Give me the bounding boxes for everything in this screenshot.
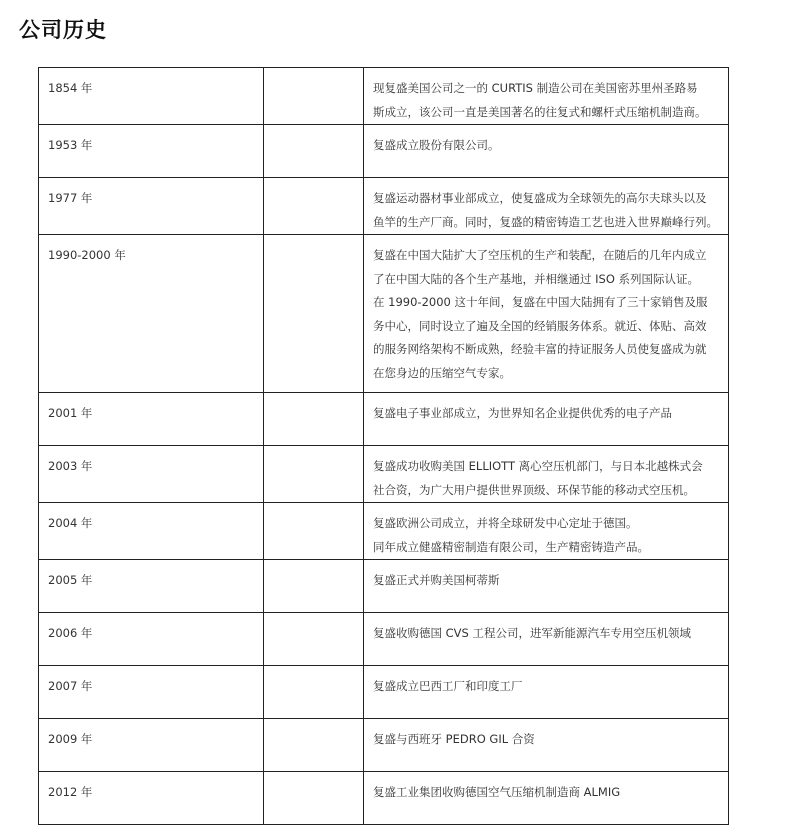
event-text-line: 复盛电子事业部成立，为世界知名企业提供优秀的电子产品	[373, 406, 672, 420]
year-cell: 2007 年	[39, 666, 264, 719]
year-cell: 2005 年	[39, 560, 264, 613]
table-row	[39, 235, 729, 393]
table-row	[39, 68, 729, 125]
year-cell: 2009 年	[39, 719, 264, 772]
event-text-line: 复盛收购德国 CVS 工程公司，进军新能源汽车专用空压机领域	[373, 626, 692, 640]
event-text-line: 复盛成功收购美国 ELLIOTT 离心空压机部门，与日本北越株式会	[373, 459, 703, 473]
event-text-line: 复盛在中国大陆扩大了空压机的生产和装配，在随后的几年内成立	[373, 248, 707, 262]
event-text-line: 鱼竿的生产厂商。同时，复盛的精密铸造工艺也进入世界巅峰行列。	[373, 214, 718, 229]
event-cell	[364, 666, 729, 719]
table-row	[39, 666, 729, 719]
event-cell	[364, 772, 729, 825]
event-text-line: 在您身边的压缩空气专家。	[373, 365, 511, 380]
event-text-line: 复盛欧洲公司成立，并将全球研发中心定址于德国。	[373, 516, 638, 530]
event-text-line: 社合资，为广大用户提供世界顶级、环保节能的移动式空压机。	[373, 482, 695, 497]
event-text-line: 复盛成立巴西工厂和印度工厂	[373, 679, 523, 693]
event-cell	[364, 235, 729, 393]
empty-cell	[264, 503, 364, 560]
table-row	[39, 719, 729, 772]
event-cell	[364, 68, 729, 125]
empty-cell	[264, 772, 364, 825]
empty-cell	[264, 613, 364, 666]
event-cell	[364, 178, 729, 235]
event-text-line: 务中心，同时设立了遍及全国的经销服务体系。就近、体贴、高效	[373, 318, 707, 333]
page-title: 公司历史	[19, 18, 107, 42]
event-cell	[364, 613, 729, 666]
event-cell	[364, 446, 729, 503]
history-table	[38, 67, 729, 825]
year-cell: 2006 年	[39, 613, 264, 666]
year-cell: 2003 年	[39, 446, 264, 503]
table-row	[39, 178, 729, 235]
event-cell	[364, 560, 729, 613]
table-row	[39, 560, 729, 613]
table-row	[39, 446, 729, 503]
event-text-line: 复盛运动器材事业部成立，使复盛成为全球领先的高尔夫球头以及	[373, 191, 707, 205]
year-cell: 2004 年	[39, 503, 264, 560]
event-text-line: 复盛与西班牙 PEDRO GIL 合资	[373, 732, 535, 746]
table-row	[39, 503, 729, 560]
event-text-line: 复盛工业集团收购德国空气压缩机制造商 ALMIG	[373, 785, 621, 799]
event-text-line: 现复盛美国公司之一的 CURTIS 制造公司在美国密苏里州圣路易	[373, 81, 698, 95]
empty-cell	[264, 178, 364, 235]
table-row	[39, 125, 729, 178]
year-cell: 2001 年	[39, 393, 264, 446]
empty-cell	[264, 125, 364, 178]
event-text-line: 斯成立，该公司一直是美国著名的往复式和螺杆式压缩机制造商。	[373, 104, 707, 119]
year-cell: 1990-2000 年	[39, 235, 264, 393]
event-text-line: 在 1990-2000 这十年间，复盛在中国大陆拥有了三十家销售及服	[373, 295, 708, 309]
year-cell: 1977 年	[39, 178, 264, 235]
empty-cell	[264, 719, 364, 772]
table-row	[39, 393, 729, 446]
empty-cell	[264, 68, 364, 125]
history-table-body	[39, 68, 729, 825]
empty-cell	[264, 666, 364, 719]
event-cell	[364, 125, 729, 178]
event-cell	[364, 503, 729, 560]
event-text-line: 复盛成立股份有限公司。	[373, 138, 500, 152]
event-text-line: 的服务网络架构不断成熟，经验丰富的持证服务人员使复盛成为就	[373, 342, 707, 356]
event-cell	[364, 393, 729, 446]
year-cell: 1953 年	[39, 125, 264, 178]
empty-cell	[264, 446, 364, 503]
year-cell: 2012 年	[39, 772, 264, 825]
table-row	[39, 613, 729, 666]
event-cell	[364, 719, 729, 772]
empty-cell	[264, 560, 364, 613]
event-text-line: 复盛正式并购美国柯蒂斯	[373, 573, 500, 587]
empty-cell	[264, 235, 364, 393]
event-text-line: 了在中国大陆的各个生产基地，并相继通过 ISO 系列国际认证。	[373, 271, 700, 286]
event-text-line: 同年成立健盛精密制造有限公司，生产精密铸造产品。	[373, 539, 649, 554]
year-cell: 1854 年	[39, 68, 264, 125]
empty-cell	[264, 393, 364, 446]
table-row	[39, 772, 729, 825]
